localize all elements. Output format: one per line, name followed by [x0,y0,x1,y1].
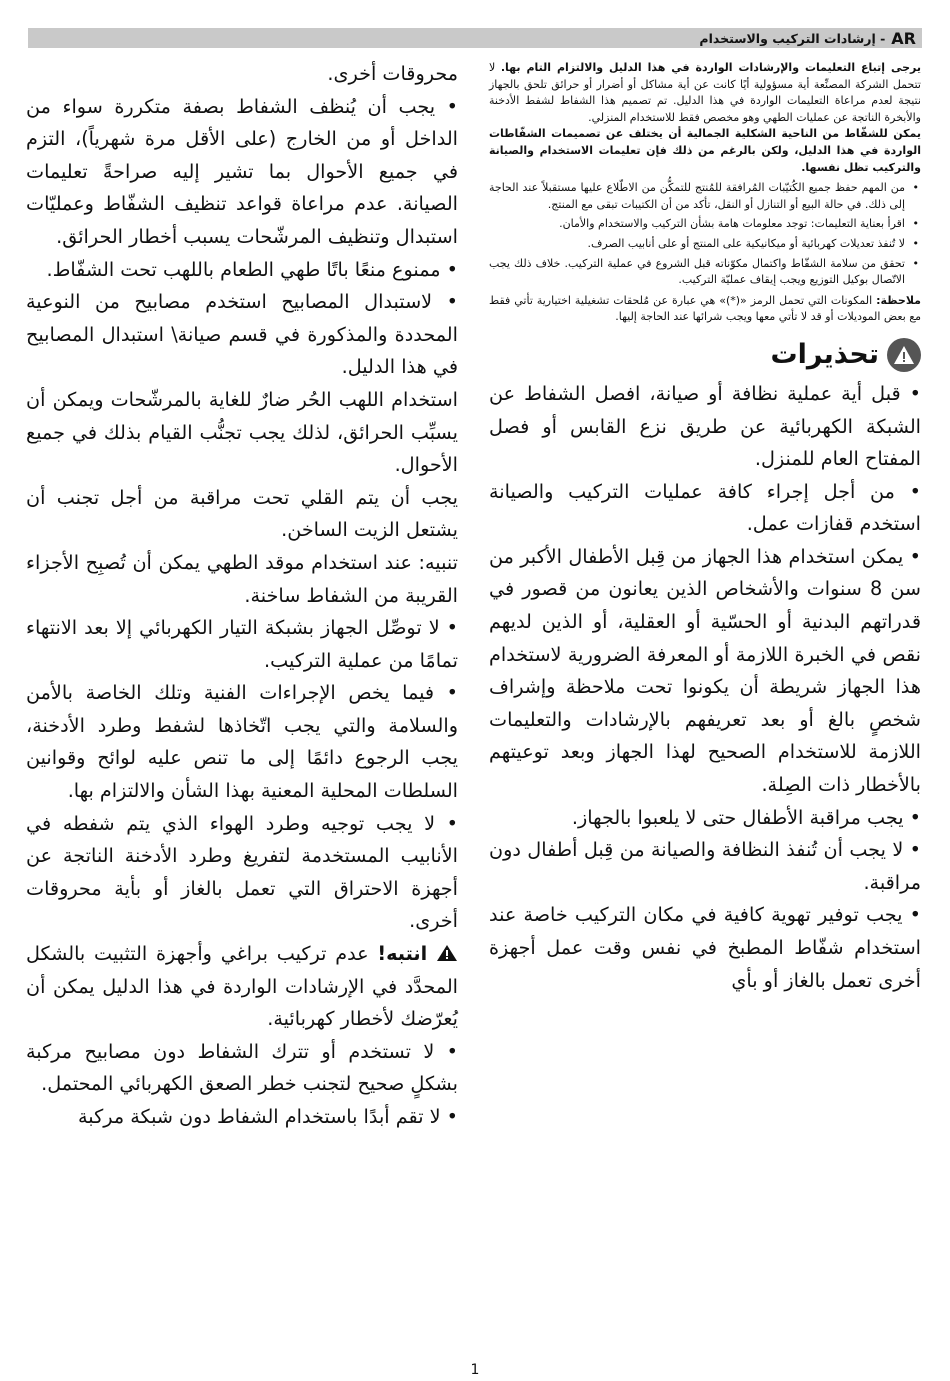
warning-paragraph: • يمكن استخدام هذا الجهاز من قِبل الأطفال الأكبر من سن 8 سنوات والأشخاص الذين يعانون من قصور في قدراتهم البدنية أو الحسّية أو العقلية، أو الذين لديهم نقص في الخبرة اللازمة أو المعرفة الضرورية لاستخدام هذا الجهاز شريطة أن يكونوا تحت ملاحظة وإشراف شخصٍ بالغ أو بعد تعريفهم بالإرشادات والتعليمات اللازمة للاستخدام الصحيح لهذا الجهاز وبعد توعيتهم بالأخطار ذات الصِلة. [489,544,921,797]
warning-paragraph: • يجب توفير تهوية كافية في مكان التركيب خاصة عند استخدام شفّاط المطبخ في نفس وقت عمل أجهزة أخرى تعمل بالغاز أو بأي [489,903,921,992]
warning-paragraph: يجب أن يتم القلي تحت مراقبة من أجل تجنب أن يشتعل الزيت الساخن. [26,485,458,542]
intro-section [489,60,921,326]
warning-paragraph: استخدام اللهب الحُر ضارٌ للغاية بالمرشّحات ويمكن أن يسبِّب الحرائق، لذلك يجب تجنُّب القيام بذلك في جميع الأحوال. [26,387,458,477]
header-bar [28,28,922,48]
attention-icon [436,944,458,962]
left-column [26,58,458,1134]
intro-bullet: • تحقق من سلامة الشفّاط واكتمال مكوّناته قبل الشروع في عملية التركيب. خلاف ذلك يجب الاتّصال بوكيل التوزيع ويجب إيقاف عمليّة التركيب. [489,256,921,289]
warnings-heading [489,338,921,372]
note-text: المكونات التي تحمل الرمز «(*)» هي عبارة عن مُلحقات تشغيلية اختيارية تأتي فقط مع بعض الموديلات أو قد لا تأتي معها ويجب شرائها عند الحاجة إليها. [489,293,921,324]
intro-paragraph-1 [489,60,921,126]
attention-text: عدم تركيب براغي وأجهزة التثبيت بالشكل المحدَّد في الإرشادات الواردة في هذا الدليل يمكن أن يُعرّضك لأخطار كهربائية. [26,942,458,1031]
warning-paragraph: • لا يجب أن تُنفذ النظافة والصيانة من قِبل أطفال دون مراقبة. [489,838,921,894]
note-label: ملاحظة: [876,293,921,307]
intro-bullets [489,180,921,289]
page-number: 1 [470,1362,480,1378]
intro-text-1: لا تتحمل الشركة المصنِّعة أية مسؤولية أيًا كانت عن أية مشاكل أو أضرار أو حرائق تلحق بالجهاز نتيجة لعدم مراعاة التعليمات الواردة في هذا الدليل. تم تصميم هذا الشفاط لشفط الأدخنة والأبخرة الناتجة عن عمليات الطهي وهو مخصص فقط للاستخدام المنزلي. [489,61,921,124]
intro-bold-2: يمكن للشفّاط من الناحية الشكلية الجمالية أن يختلف عن تصميمات الشفّاطات الواردة في هذا الدليل، ولكن بالرغم من ذلك فإن تعليمات الاستخدام والصيانة والتركيب تظل نفسها. [489,127,921,174]
warning-paragraph: تنبيه: عند استخدام موقد الطهي يمكن أن تُصبِح الأجزاء القريبة من الشفاط ساخنة. [26,550,458,607]
warning-paragraph: • يجب أن يُنظف الشفاط بصفة متكررة سواء من الداخل أو من الخارج (على الأقل مرة شهرياً)، التزم في جميع الأحوال بما تشير إليه صراحةً تعليمات الصيانة. عدم مراعاة قواعد تنظيف الشفّاط وعمليّات استبدال وتنظيف المرشّحات يسبب أخطار الحرائق. [26,94,458,248]
warning-paragraph: • لا تستخدم أو تترك الشفاط دون مصابيح مركبة بشكلٍ صحيح لتجنب خطر الصعق الكهربائي المحتمل. [26,1039,458,1096]
warning-paragraph: • يجب مراقبة الأطفال حتى لا يلعبوا بالجهاز. [571,805,921,829]
warning-paragraph: • لا توصِّل الجهاز بشبكة التيار الكهربائي إلا بعد الانتهاء تمامًا من عملية التركيب. [26,616,458,672]
attention-label: انتبه! [377,942,428,966]
right-column [489,60,921,997]
warning-paragraph: • قبل أية عملية نظافة أو صيانة، افصل الشفاط عن الشبكة الكهربائية عن طريق نزع القابس أو فصل المفتاح العام للمنزل. [489,381,921,471]
warning-paragraph: • لا تقم أبدًا باستخدام الشفاط دون شبكة مركبة [78,1105,458,1128]
header-title: - إرشادات التركيب والاستخدام [699,30,886,46]
warning-paragraph: • لاستبدال المصابيح استخدم مصابيح من النوعية المحددة والمذكورة في قسم صيانة\ استبدال المصابيح في هذا الدليل. [26,290,458,379]
warning-paragraph: محروقات أخرى. [327,62,458,85]
warning-paragraph: • ممنوع منعًا باتًا طهي الطعام باللهب تحت الشفّاط. [46,257,458,281]
warnings-right [489,378,921,997]
intro-bold-1: يرجى إتباع التعليمات والإرشادات الواردة في هذا الدليل والالتزام التام بها. [500,61,921,74]
intro-bullet: • اقرأ بعناية التعليمات: توجد معلومات هامة بشأن التركيب والاستخدام والأمان. [489,216,921,233]
intro-bullet: • لا تُنفذ تعديلات كهربائية أو ميكانيكية على المنتج أو على أنابيب الصرف. [489,236,921,253]
warning-paragraph: • لا يجب توجيه وطرد الهواء الذي يتم شفطه في الأنابيب المستخدمة لتفريغ وطرد الأدخنة الناتجة عن أجهزة الاحتراق التي تعمل بالغاز أو بأية محروقات أخرى. [26,811,458,933]
warning-icon [887,338,921,372]
warning-paragraph: • فيما يخص الإجراءات الفنية وتلك الخاصة بالأمن والسلامة والتي يجب اتّخاذها لشفط وطرد الأدخنة، يجب الرجوع دائمًا إلى ما تنص عليه لوائح وقوانين السلطات المحلية المعنية بهذا الشأن والالتزام بها. [26,681,458,803]
language-code: AR [891,28,916,48]
note-paragraph [489,293,921,326]
warnings-title: تحذيرات [770,339,879,371]
intro-bullet: • من المهم حفظ جميع الكُتيّبات المُرافقة للمُنتج للتمكُّن من الاطّلاع عليها مستقبلاً عند الحاجة إلى ذلك. في حالة البيع أو التنازل أو النقل، تأكد من أن الكتيبات تبقى مع المنتج. [489,180,921,213]
warning-paragraph: • من أجل إجراء كافة عمليات التركيب والصيانة استخدم قفازات عمل. [489,479,921,536]
attention-paragraph [26,938,458,1036]
intro-paragraph-2 [489,126,921,176]
